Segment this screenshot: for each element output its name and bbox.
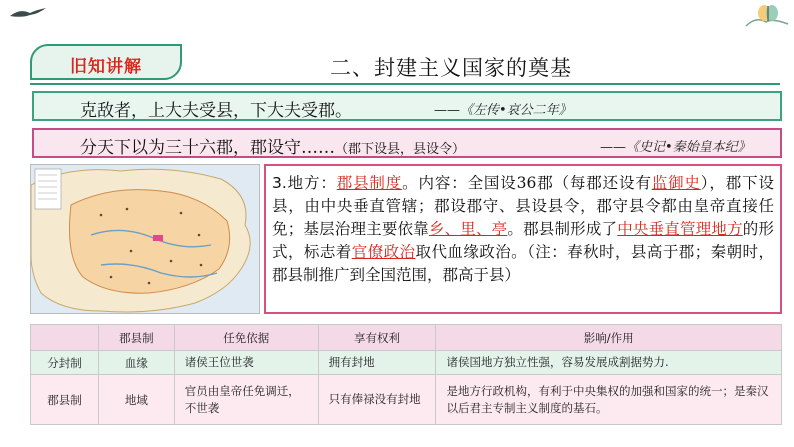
- content-lead: 3.地方：: [272, 174, 337, 192]
- table-header: 影响/作用: [436, 325, 782, 351]
- content-text: 的形式，标志着: [272, 220, 774, 261]
- quote-box-shiji: [32, 128, 782, 158]
- table-cell: 分封制: [31, 351, 99, 375]
- content-paragraph: [272, 172, 774, 287]
- comparison-table: [30, 324, 782, 425]
- table-cell: 官员由皇帝任免调迁，不世袭: [174, 375, 318, 425]
- content-text: 。郡县制形成了: [507, 220, 618, 238]
- table-row: [31, 375, 782, 425]
- butterfly-icon: [744, 2, 790, 32]
- table-cell: 郡县制: [31, 375, 99, 425]
- term-xiangliting: 乡、里、亭: [428, 220, 508, 238]
- term-jianyushi: 监御史: [651, 174, 701, 192]
- bird-icon: [8, 6, 48, 20]
- table-cell: 诸侯王位世袭: [174, 351, 318, 375]
- section-tag: [30, 44, 182, 80]
- qin-map-image: [30, 164, 260, 314]
- quote-box-zuozhuan: [32, 91, 782, 121]
- page-title: 二、封建主义国家的奠基: [330, 56, 572, 80]
- quote-source: ——《史记•秦始皇本纪》: [600, 140, 751, 155]
- table-header: [31, 325, 99, 351]
- quote-source: ——《左传•哀公二年》: [434, 103, 572, 118]
- table-cell: 地域: [98, 375, 174, 425]
- table-cell: 拥有封地: [318, 351, 436, 375]
- content-text: ），郡下设县，由中央垂直管辖；郡设郡守、县设县令，郡守县令都由皇帝直接任免；基层治理主要依靠: [272, 174, 774, 238]
- content-text: 。内容：全国设36郡（每郡还设有: [402, 174, 652, 192]
- title-divider: [30, 83, 780, 85]
- table-header: 郡县制: [98, 325, 174, 351]
- table-cell: 是地方行政机构，有利于中央集权的加强和国家的统一；是秦汉以后君主专制主义制度的基石。: [436, 375, 782, 425]
- section-tag-label: 旧知讲解: [70, 57, 142, 77]
- term-junxian: 郡县制度: [336, 174, 403, 192]
- content-note: （注：春秋时，县高于郡；秦朝时，郡县制推广到全国范围，郡高于县）: [272, 243, 774, 284]
- table-cell: 只有俸禄没有封地: [318, 375, 436, 425]
- content-box: [264, 164, 782, 314]
- quote-text: 克敌者，上大夫受县，下大夫受郡。: [80, 101, 352, 121]
- term-bureaucracy: 官僚政治: [351, 243, 416, 261]
- content-text: 取代血缘政治。: [415, 243, 528, 261]
- table-header-row: [31, 325, 782, 351]
- table-cell: 血缘: [98, 351, 174, 375]
- table-row: [31, 351, 782, 375]
- term-vertical-management: 中央垂直管理地方: [617, 220, 743, 238]
- quote-text: 分天下以为三十六郡，郡设守……: [80, 138, 335, 158]
- table-header: 任免依据: [174, 325, 318, 351]
- quote-note: （郡下设县，县设令）: [335, 142, 466, 157]
- table-cell: 诸侯国地方独立性强，容易发展成割据势力.: [436, 351, 782, 375]
- table-header: 享有权利: [318, 325, 436, 351]
